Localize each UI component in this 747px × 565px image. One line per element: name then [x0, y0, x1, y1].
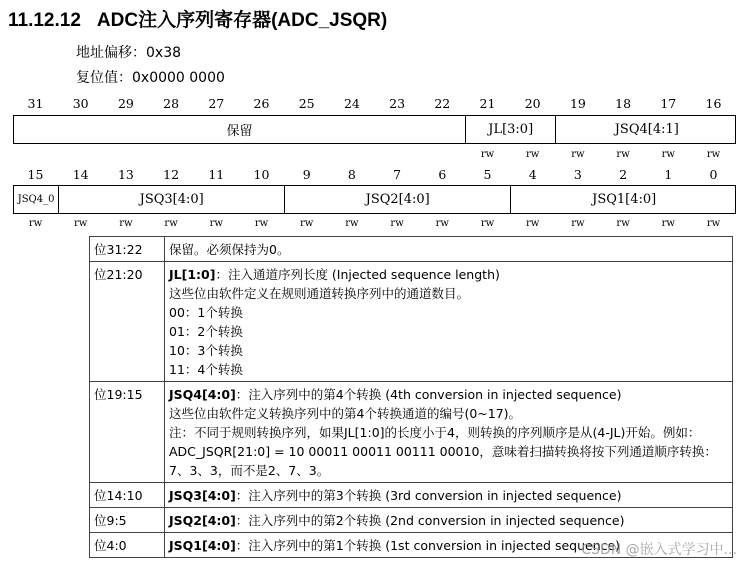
description-text: 这些位由软件定义转换序列中的第4个转换通道的编号(0~17)。	[169, 406, 522, 421]
description-line	[169, 303, 728, 322]
description-row	[90, 382, 733, 483]
register-row-low	[13, 185, 736, 214]
low-bit-0: 0	[709, 167, 718, 182]
high-bit-26: 26	[253, 96, 270, 111]
description-text: 保留。必须保持为0。	[169, 242, 290, 257]
high-bit-29: 29	[117, 96, 134, 111]
description-text: 10：3个转换	[169, 343, 243, 358]
description-row	[90, 483, 733, 508]
description-text: 这些位由软件定义在规则通道转换序列中的通道数目。	[169, 286, 470, 301]
description-text: 00：1个转换	[169, 305, 243, 320]
high-bit-27: 27	[208, 96, 225, 111]
low-bit-14: 14	[72, 167, 89, 182]
section-number: 11.12.12	[8, 10, 81, 31]
high-bit-19: 19	[569, 96, 586, 111]
access-type: rw	[571, 218, 585, 229]
description-text: 01：2个转换	[169, 324, 243, 339]
bit-range: 位21:20	[90, 262, 165, 382]
access-type: rw	[661, 149, 675, 160]
description-line	[169, 423, 728, 480]
bit-description-table	[89, 236, 733, 558]
register-row-high	[13, 115, 736, 144]
low-bit-2: 2	[619, 167, 628, 182]
access-type: rw	[300, 218, 314, 229]
field-name: JSQ1[4:0]	[169, 538, 236, 553]
low-bit-10: 10	[253, 167, 270, 182]
section-title: ADC注入序列寄存器(ADC_JSQR)	[96, 10, 388, 31]
field-name: JSQ3[4:0]	[169, 488, 236, 503]
access-type: rw	[616, 149, 630, 160]
access-row-high	[13, 149, 737, 163]
access-type: rw	[480, 149, 495, 160]
description-text: 11：4个转换	[169, 362, 243, 377]
field-name: JSQ2[4:0]	[169, 513, 236, 528]
low-bit-3: 3	[573, 167, 582, 182]
description-row	[90, 262, 733, 382]
access-type: rw	[254, 218, 269, 229]
high-bit-25: 25	[298, 96, 315, 111]
description-line	[169, 404, 728, 423]
register-field: JSQ3[4:0]	[59, 186, 285, 213]
bit-range: 位14:10	[90, 483, 165, 508]
description-text: ：注入序列中的第2个转换 (2nd conversion in injected sequence)	[235, 513, 625, 528]
bit-description	[165, 262, 733, 382]
bit-description	[165, 483, 733, 508]
high-bit-17: 17	[660, 96, 677, 111]
access-type: rw	[571, 149, 585, 160]
high-bit-30: 30	[72, 96, 89, 111]
description-line	[169, 341, 728, 360]
bit-description	[165, 508, 733, 533]
register-field: JSQ4[4:1]	[614, 122, 679, 137]
low-bit-1: 1	[664, 167, 673, 182]
bit-numbers-high	[13, 96, 737, 112]
low-bit-4: 4	[528, 167, 537, 182]
description-line	[169, 322, 728, 341]
address-offset: 地址偏移：0x38	[76, 45, 182, 61]
description-text: ：注入序列中的第4个转换 (4th conversion in injected sequence)	[235, 387, 622, 402]
description-row	[90, 237, 733, 262]
access-type: rw	[435, 218, 449, 229]
high-bit-23: 23	[389, 96, 406, 111]
register-field: JSQ4_0	[14, 186, 59, 213]
page-title	[8, 5, 387, 32]
description-text: ：注入通道序列长度 (Injected sequence length)	[215, 267, 500, 282]
description-row	[90, 508, 733, 533]
access-type: rw	[28, 218, 43, 229]
description-line	[169, 486, 728, 505]
bit-range: 位19:15	[90, 382, 165, 483]
description-text: ：注入序列中的第1个转换 (1st conversion in injected sequence)	[235, 538, 621, 553]
low-bit-8: 8	[347, 167, 356, 182]
access-type: rw	[74, 218, 88, 229]
access-type: rw	[616, 218, 630, 229]
high-bit-28: 28	[163, 96, 180, 111]
access-type: rw	[661, 218, 675, 229]
bit-range: 位31:22	[90, 237, 165, 262]
bit-range: 位4:0	[90, 533, 165, 558]
watermark: CSDN @嵌入式学习中...	[581, 542, 737, 558]
low-bit-7: 7	[393, 167, 402, 182]
register-field: JSQ2[4:0]	[285, 186, 511, 213]
description-line	[169, 284, 728, 303]
access-type: rw	[526, 149, 540, 160]
description-text: ：注入序列中的第3个转换 (3rd conversion in injected sequence)	[235, 488, 622, 503]
access-row-low	[13, 218, 737, 232]
register-field: JL[3:0]	[466, 116, 556, 143]
field-name: JL[1:0]	[169, 267, 216, 282]
access-type: rw	[706, 218, 721, 229]
access-type: rw	[164, 218, 178, 229]
bit-numbers-low	[13, 167, 737, 183]
description-line	[169, 265, 728, 284]
low-bit-15: 15	[27, 167, 44, 182]
bit-description	[165, 382, 733, 483]
access-type: rw	[706, 149, 721, 160]
access-type: rw	[209, 218, 223, 229]
low-bit-9: 9	[302, 167, 311, 182]
high-bit-24: 24	[343, 96, 360, 111]
description-line	[169, 360, 728, 379]
access-type: rw	[119, 218, 133, 229]
access-type: rw	[390, 218, 404, 229]
low-bit-5: 5	[483, 167, 492, 182]
high-bit-22: 22	[434, 96, 451, 111]
bit-description	[165, 237, 733, 262]
access-type: rw	[480, 218, 495, 229]
high-bit-31: 31	[27, 96, 44, 111]
bit-range: 位9:5	[90, 508, 165, 533]
high-bit-16: 16	[705, 96, 722, 111]
low-bit-12: 12	[163, 167, 180, 182]
description-text: 注：不同于规则转换序列，如果JL[1:0]的长度小于4，则转换的序列顺序是从(4-JL)开始。例如：ADC_JSQR[21:0] = 10 00011 00011 00111 00010，意味着扫描转换将按下列通道顺序转换：7、3、3，而不是2、7、3。	[169, 425, 717, 478]
description-line	[169, 385, 728, 404]
access-type: rw	[345, 218, 359, 229]
reset-value: 复位值：0x0000 0000	[76, 70, 225, 86]
access-type: rw	[526, 218, 540, 229]
high-bit-18: 18	[615, 96, 632, 111]
register-field: 保留	[14, 116, 466, 143]
low-bit-13: 13	[117, 167, 134, 182]
low-bit-6: 6	[438, 167, 447, 182]
description-line	[169, 511, 728, 530]
field-name: JSQ4[4:0]	[169, 387, 236, 402]
description-line	[169, 240, 728, 259]
low-bit-11: 11	[208, 167, 225, 182]
high-bit-21: 21	[479, 96, 496, 111]
register-field: JSQ1[4:0]	[592, 192, 657, 207]
high-bit-20: 20	[524, 96, 541, 111]
